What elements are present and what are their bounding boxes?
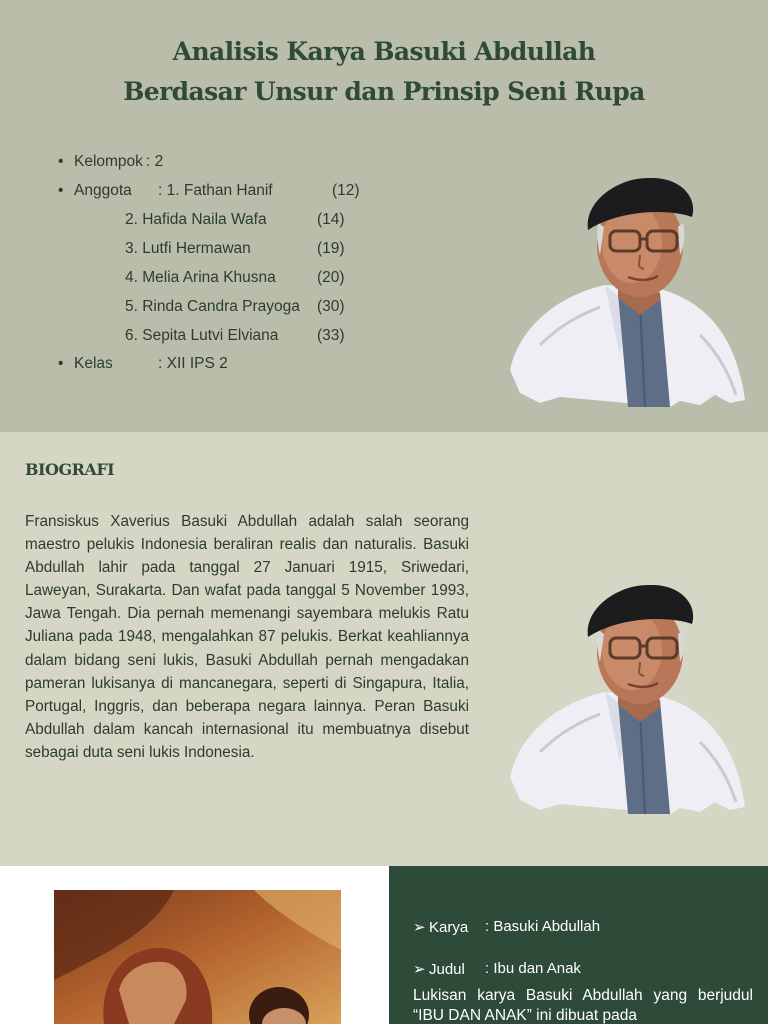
- judul-row: [413, 960, 581, 978]
- member-name: 3. Lutfi Hermawan: [125, 240, 251, 257]
- slide-biography: [0, 432, 768, 864]
- karya-label: Karya: [429, 919, 469, 936]
- kelas-value: : XII IPS 2: [158, 355, 228, 372]
- slide-title: [0, 0, 768, 432]
- artwork-info-panel: [389, 866, 768, 1024]
- member-name: : 1. Fathan Hanif: [158, 182, 273, 199]
- member-name: 6. Sepita Lutvi Elviana: [125, 327, 279, 344]
- member-number: (33): [317, 327, 345, 344]
- karya-value: : Basuki Abdullah: [485, 918, 601, 935]
- painting-illustration: [54, 890, 341, 1024]
- judul-value: : Ibu dan Anak: [485, 960, 581, 977]
- portrait-illustration: [500, 175, 750, 410]
- judul-label: Judul: [429, 961, 465, 978]
- biography-heading: BIOGRAFI: [25, 460, 115, 479]
- bullet-icon: •: [58, 182, 64, 199]
- kelompok-value: : 2: [146, 153, 164, 170]
- artwork-description: Lukisan karya Basuki Abdullah yang berjudul “IBU DAN ANAK” ini dibuat pada: [413, 987, 753, 1024]
- portrait-image: [500, 582, 750, 817]
- member-name: 5. Rinda Candra Prayoga: [125, 298, 300, 315]
- biography-paragraph: Fransiskus Xaverius Basuki Abdullah adalah salah seorang maestro pelukis Indonesia beraliran realis dan naturalis. Basuki Abdullah lahir pada tanggal 27 Januari 1915, Sriwedari, Laweyan, Surakarta. Dan wafat pada tanggal 5 November 1993, Jawa Tengah. Dia pernah memenangi sayembara melukis Ratu Juliana pada 1948, mengalahkan 87 pelukis. Berkat keahliannya dalam bidang seni lukis, Basuki Abdullah pernah mengadakan pameran lukisanya di mancanegara, seperti di Singapura, Italia, Portugal, Inggris, dan beberapa negara lainnya. Peran Basuki Abdullah dalam kancah internasional itu membuatnya disebut sebagai duta seni lukis Indonesia.: [25, 513, 469, 761]
- portrait-image: [500, 175, 750, 410]
- member-number: (19): [317, 240, 345, 257]
- member-name: 4. Melia Arina Khusna: [125, 269, 276, 286]
- karya-row: [413, 918, 601, 936]
- member-number: (14): [317, 211, 345, 228]
- member-number: (12): [332, 182, 360, 199]
- slide-title-heading: [0, 32, 768, 112]
- member-number: (20): [317, 269, 345, 286]
- kelas-label: Kelas: [74, 355, 113, 372]
- slide-artwork: [0, 866, 768, 1024]
- portrait-illustration: [500, 582, 750, 817]
- painting-image: [54, 890, 341, 1024]
- title-line-1: Analisis Karya Basuki Abdullah: [172, 37, 596, 66]
- anggota-label: Anggota: [74, 182, 132, 199]
- arrow-bullet-icon: ➢: [413, 961, 426, 978]
- bullet-icon: •: [58, 355, 64, 372]
- member-name: 2. Hafida Naila Wafa: [125, 211, 267, 228]
- arrow-bullet-icon: ➢: [413, 919, 426, 936]
- title-line-2: Berdasar Unsur dan Prinsip Seni Rupa: [123, 77, 645, 106]
- member-number: (30): [317, 298, 345, 315]
- kelompok-label: Kelompok: [74, 153, 143, 170]
- bullet-icon: •: [58, 153, 64, 170]
